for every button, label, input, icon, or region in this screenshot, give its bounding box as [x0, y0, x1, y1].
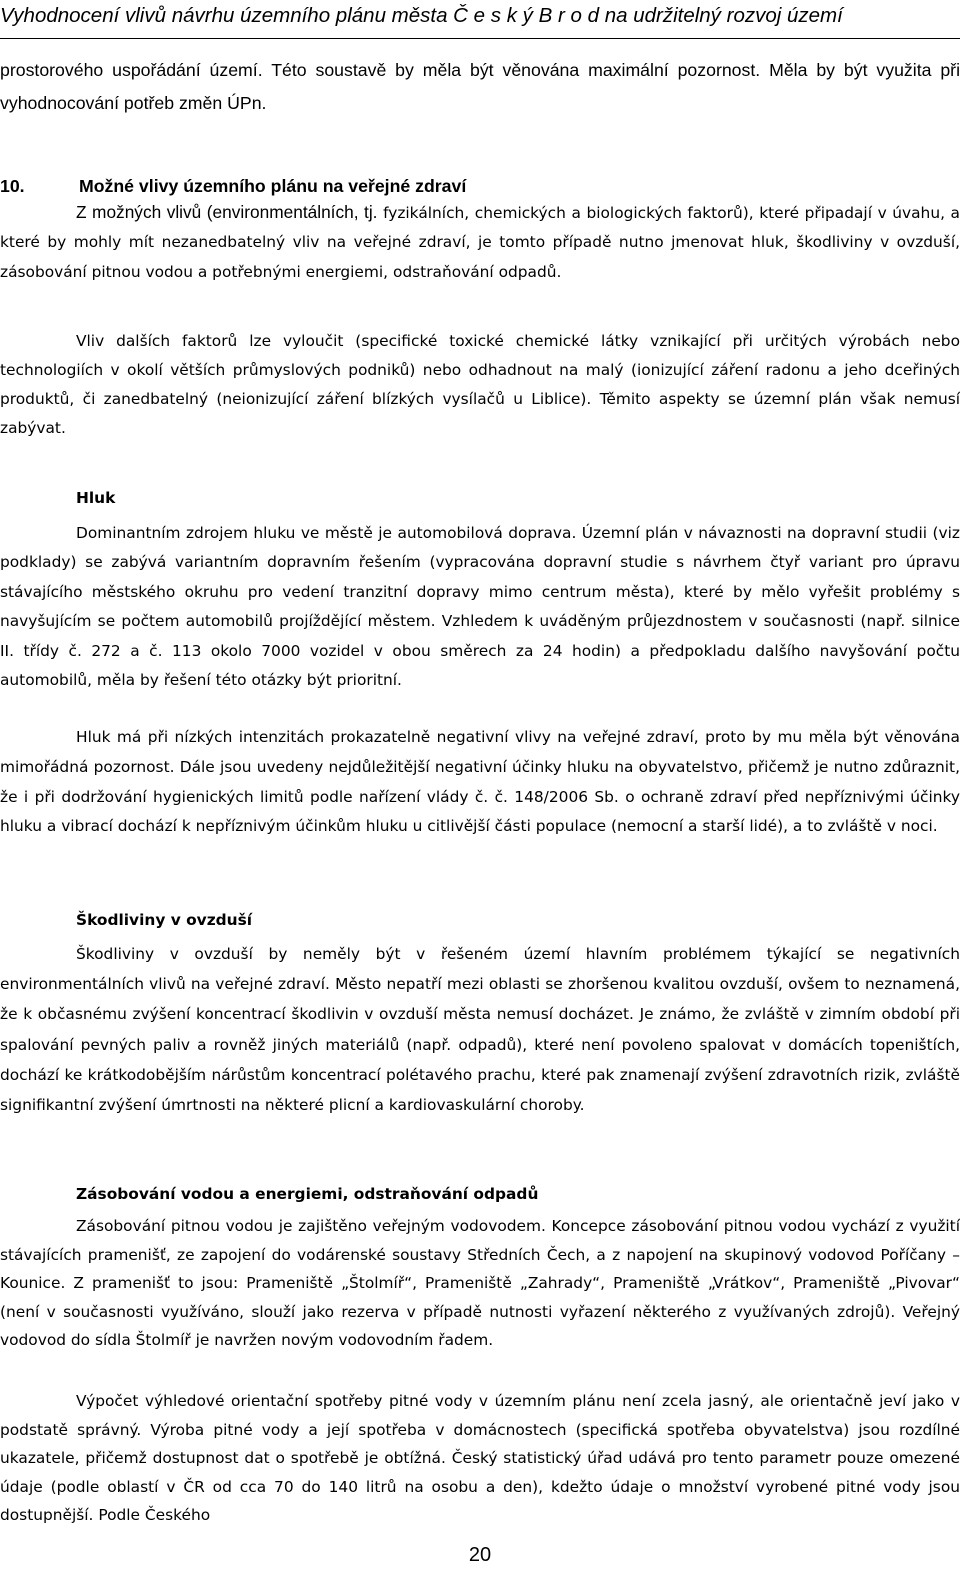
- zasobovani-paragraph-2: Výpočet výhledové orientační spotřeby pitné vody v územním plánu není zcela jasný, ale orientačně jeví jako v podstatě správný. Výroba pitné vody a její spotřeba v domácnostech (specifická spotřeba obyvatelstva) jsou rozdílné ukazatele, přičemž dostupnost dat o spotřebě je obtížná. Český statistický úřad udává pro tento parametr pouze omezené údaje (podle oblastí v ČR od cca 70 do 140 litrů na osobu a den), kdežto údaje o množství vyrobené pitné vody jsou dostupnější. Podle Českého: [0, 1392, 960, 1524]
- influences-paragraph: [0, 198, 960, 287]
- subheading-hluk: Hluk: [76, 489, 116, 507]
- section-number: 10.: [0, 176, 25, 196]
- intro-paragraph: prostorového uspořádání území. Této soustavě by měla být věnována maximální pozornost. Měla by být využita při vyhodnocování potřeb změn ÚPn.: [0, 60, 960, 113]
- section-title: Možné vlivy územního plánu na veřejné zdraví: [79, 176, 467, 196]
- influences-rest: fyzikálních, chemických a biologických faktorů), které připadají v úvahu, a které by mohly mít nezanedbatelný vliv na veřejné zdraví, je tomto případě nutno jmenovat hluk, škodliviny v ovzduší, zásobování pitnou vodou a potřebnými energiemi, odstraňování odpadů.: [0, 204, 960, 281]
- subheading-zasobovani: Zásobování vodou a energiemi, odstraňování odpadů: [76, 1185, 539, 1203]
- hluk-paragraph-2: Hluk má při nízkých intenzitách prokazatelně negativní vlivy na veřejné zdraví, proto by mu měla být věnována mimořádná pozornost. Dále jsou uvedeny nejdůležitější negativní účinky hluku na obyvatelstvo, přičemž je nutno zdůraznit, že i při dodržování hygienických limitů podle nařízení vlády č. č. 148/2006 Sb. o ochraně zdraví před nepříznivými účinky hluku a vibrací dochází k nepříznivým účinkům hluku u citlivější části populace (nemocní a starší lidé), a to zvláště v noci.: [0, 728, 960, 836]
- hluk-paragraph-1: Dominantním zdrojem hluku ve městě je automobilová doprava. Územní plán v návaznosti na dopravní studii (viz podklady) se zabývá variantním dopravním řešením (vypracována dopravní studie s návrhem čtyř variant pro úpravu stávajícího městského okruhu pro vedení tranzitní dopravy mimo centrum města), které by mělo vyřešit problémy s navyšujícím se počtem automobilů projíždějící městem. Vzhledem k uváděným průjezdnostem v současnosti (např. silnice II. třídy č. 272 a č. 113 okolo 7000 vozidel v obou směrech za 24 hodin) a předpokladu dalšího navyšování počtu automobilů, měla by řešení této otázky být prioritní.: [0, 524, 960, 690]
- subheading-skodliviny: Škodliviny v ovzduší: [76, 911, 253, 929]
- running-header: Vyhodnocení vlivů návrhu územního plánu města Č e s k ý B r o d na udržitelný rozvoj území: [0, 4, 843, 27]
- influences-lead: Z možných vlivů (environmentálních, tj.: [76, 202, 378, 222]
- header-rule: [0, 38, 960, 39]
- zasobovani-paragraph-1: Zásobování pitnou vodou je zajištěno veřejným vodovodem. Koncepce zásobování pitnou vodou vychází z využití stávajících pramenišť, ze zapojení do vodárenské soustavy Středních Čech, a z napojení na skupinový vodovod Poříčany – Kounice. Z pramenišť to jsou: Prameniště „Štolmíř“, Prameniště „Zahrady“, Prameniště „Vrátkov“, Prameniště „Pivovar“ (není v současnosti využíváno, slouží jako rezerva v případě nutnosti vyřazení některého z využívaných zdrojů). Veřejný vodovod do sídla Štolmíř je navržen novým vodovodním řadem.: [0, 1217, 960, 1349]
- page-number: 20: [468, 1544, 492, 1566]
- other-factors-paragraph: Vliv dalších faktorů lze vyloučit (specifické toxické chemické látky vznikající při určitých výrobách nebo technologiích v okolí větších průmyslových podniků) nebo odhadnout na malý (ionizující záření radonu a jeho dceřiných produktů, či zanedbatelný (neionizující záření blízkých vysílačů u Liblice). Těmito aspekty se územní plán však nemusí zabývat.: [0, 332, 960, 437]
- skodliviny-paragraph: Škodliviny v ovzduší by neměly být v řešeném území hlavním problémem týkající se negativních environmentálních vlivů na veřejné zdraví. Město nepatří mezi oblasti se zhoršenou kvalitou ovzduší, ovšem to neznamená, že k občasnému zvýšení koncentrací škodlivin v ovzduší města nemusí docházet. Je známo, že zvláště v zimním období při spalování pevných paliv a rovněž jiných materiálů (např. odpadů), které není povoleno spalovat v domácích topeništích, dochází ke krátkodobějším nárůstům koncentrací polétavého prachu, které pak znamenají zvýšení zdravotních rizik, zvláště signifikantní zvýšení úmrtnosti na některé plicní a kardiovaskulární choroby.: [0, 945, 960, 1115]
